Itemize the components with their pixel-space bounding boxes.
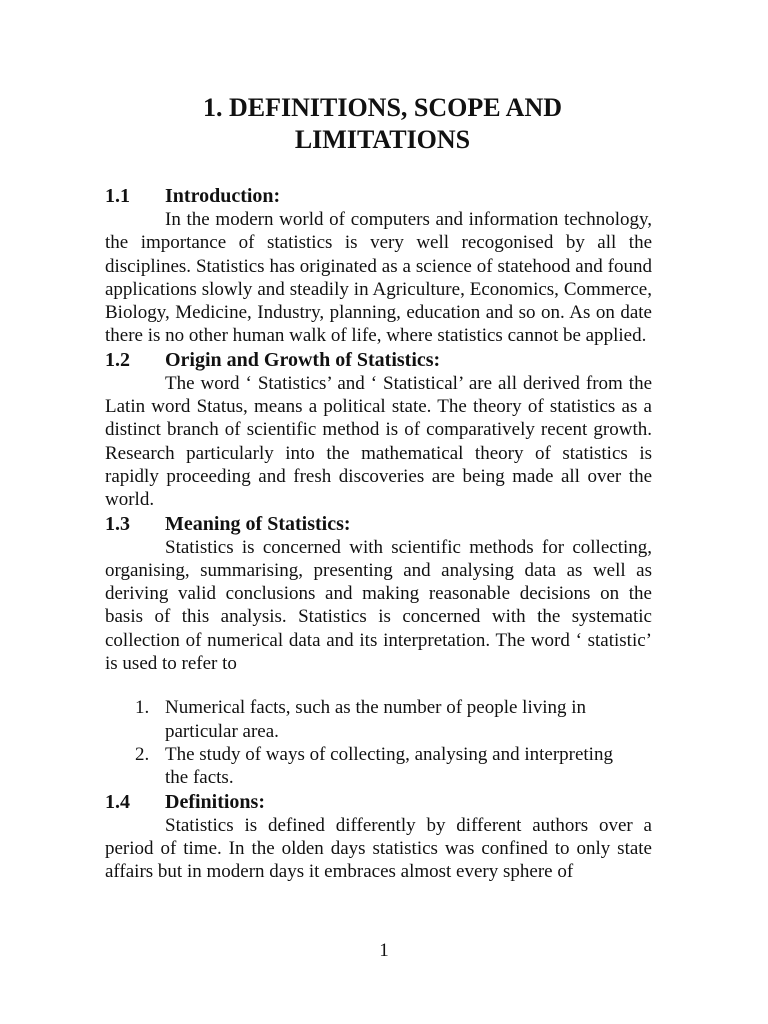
chapter-title-line-1: 1. DEFINITIONS, SCOPE AND — [202, 93, 562, 122]
list-item-text: The study of ways of collecting, analysing and interpreting the facts. — [165, 743, 613, 789]
list-item — [135, 696, 652, 743]
section-number: 1.1 — [105, 185, 130, 207]
section-number: 1.4 — [105, 790, 130, 813]
section-heading-origin-growth — [105, 348, 652, 372]
page-number: 1 — [379, 940, 389, 961]
list-item — [135, 743, 652, 790]
list-item-number: 2. — [135, 743, 150, 765]
section-title: Meaning of Statistics: — [165, 512, 351, 535]
section-heading-definitions — [105, 790, 652, 814]
section-heading-introduction — [105, 184, 652, 208]
chapter-title — [105, 92, 652, 156]
section-number: 1.2 — [105, 348, 130, 371]
section-heading-meaning — [105, 512, 652, 536]
section-number: 1.3 — [105, 512, 130, 535]
section-paragraph-definitions: Statistics is defined differently by different authors over a period of time. In the olden days statistics was confined to only state affairs but in modern days it embraces almost every sphere of — [105, 814, 652, 883]
numbered-list — [105, 696, 652, 789]
section-title: Origin and Growth of Statistics: — [165, 348, 441, 371]
section-title: Introduction: — [165, 185, 281, 207]
section-paragraph-meaning: Statistics is concerned with scientific methods for collecting, organising, summarising, presenting and analysing data as well as deriving valid conclusions and making reasonable decisions on the basis of this analysis. Statistics is concerned with the systematic collection of numerical data and its interpretation. The word ‘ statistic’ is used to refer to — [105, 536, 652, 675]
section-paragraph-introduction: In the modern world of computers and information technology, the importance of statistics is very well recogonised by all the disciplines. Statistics has originated as a science of statehood and found applications slowly and steadily in Agriculture, Economics, Commerce, Biology, Medicine, Industry, planning, education and so on. As on date there is no other human walk of life, where statistics cannot be applied. — [105, 209, 652, 347]
chapter-title-line-2: LIMITATIONS — [294, 125, 471, 154]
section-title: Definitions: — [165, 790, 265, 813]
section-paragraph-origin-growth: The word ‘ Statistics’ and ‘ Statistical’ are all derived from the Latin word Status, means a political state. The theory of statistics as a distinct branch of scientific method is of comparatively recent growth. Research particularly into the mathematical theory of statistics is rapidly proceeding and fresh discoveries are being made all over the world. — [105, 372, 652, 511]
list-item-number: 1. — [135, 697, 150, 719]
list-item-text: Numerical facts, such as the number of people living in particular area. — [165, 697, 587, 742]
